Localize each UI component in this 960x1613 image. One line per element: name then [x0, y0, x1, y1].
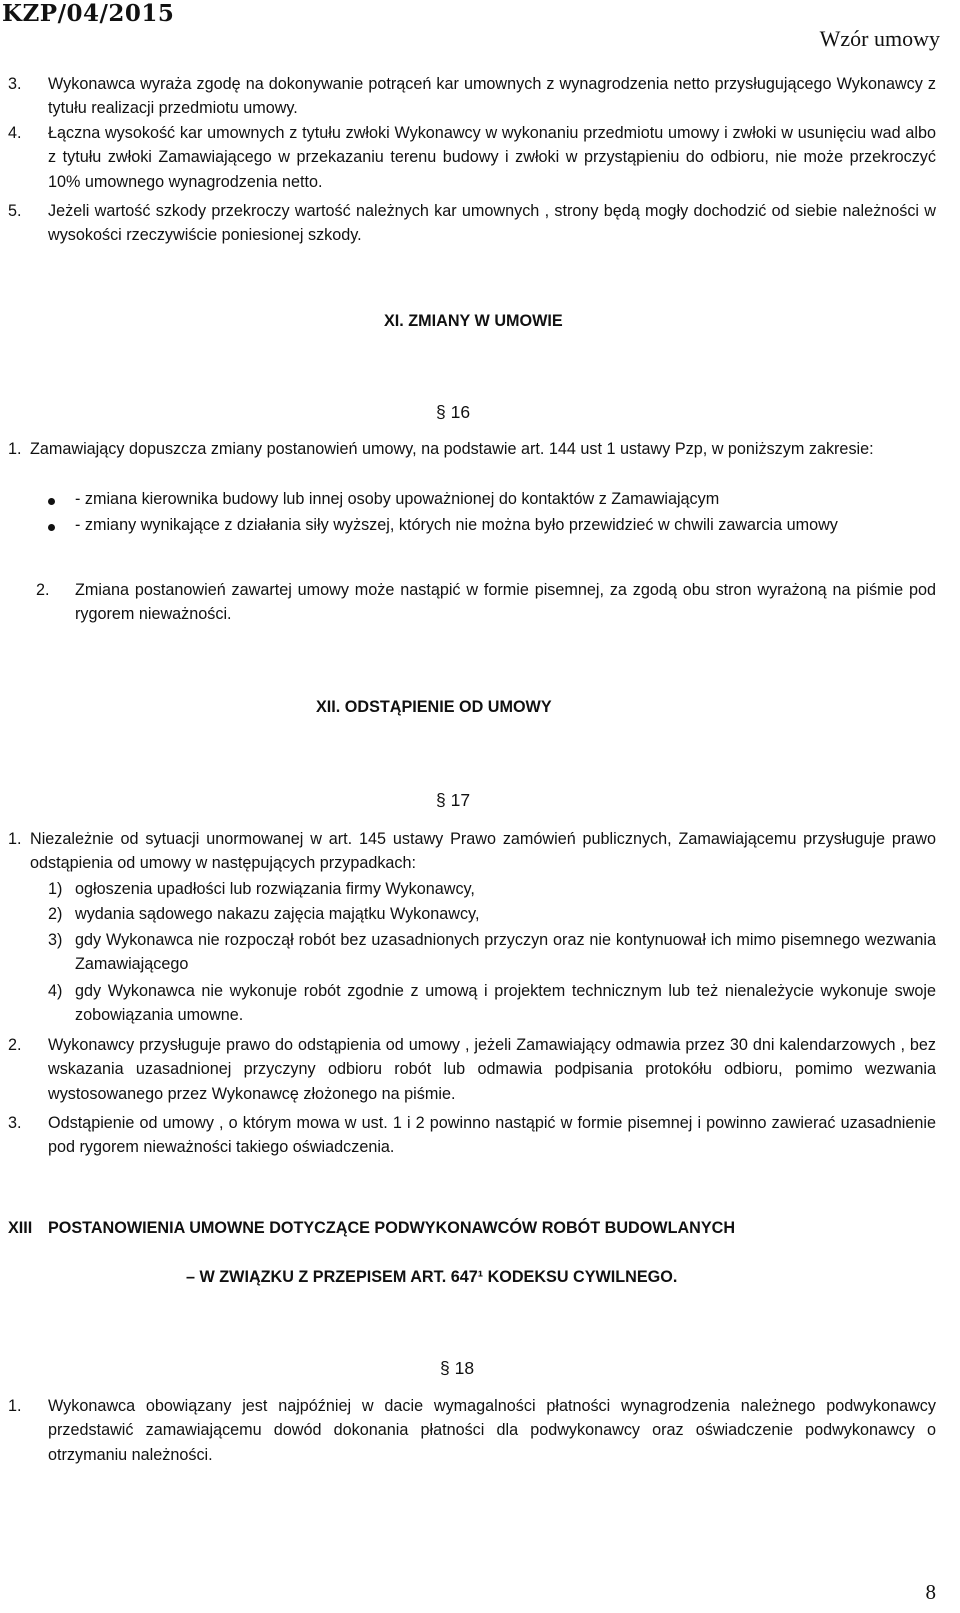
list-item-number: 1) — [48, 880, 63, 898]
clause-text: Wykonawca obowiązany jest najpóźniej w dacie wymagalności płatności wynagrodzenia należnego podwykonawcy przedstawić zamawiającemu dowód dokonania płatności dla podwykonawcy oraz oświadczenie podwykonawcy o otrzymaniu należności. — [48, 1397, 936, 1464]
clause-text: Zmiana postanowień zawartej umowy może nastąpić w formie pisemnej, za zgodą obu stron wyrażoną na piśmie pod rygorem nieważności. — [75, 581, 936, 624]
list-item-text: ogłoszenia upadłości lub rozwiązania firmy Wykonawcy, — [75, 880, 475, 898]
clause-number: 1. — [8, 1397, 22, 1415]
section-heading: XI. ZMIANY W UMOWIE — [384, 312, 563, 330]
list-item-text: gdy Wykonawca nie wykonuje robót zgodnie z umową i projektem technicznym lub też nienależycie wykonuje swoje zobowiązania umowne. — [75, 982, 936, 1025]
document-code: KZP/04/2015 — [2, 0, 175, 27]
clause-number: 5. — [8, 202, 22, 220]
clause-number: 3. — [8, 75, 22, 93]
clause-text: Zamawiający dopuszcza zmiany postanowień umowy, na podstawie art. 144 ust 1 ustawy Pzp, w poniższym zakresie: — [30, 440, 874, 458]
paragraph-symbol: § 17 — [436, 790, 471, 810]
clause-text: Niezależnie od sytuacji unormowanej w art. 145 ustawy Prawo zamówień publicznych, Zamawiającemu przysługuje prawo odstąpienia od umowy w następujących przypadkach: — [30, 830, 936, 873]
bullet-item-text: - zmiana kierownika budowy lub innej osoby upoważnionej do kontaktów z Zamawiającym — [75, 490, 720, 508]
clause-number: 3. — [8, 1114, 22, 1132]
document-type: Wzór umowy — [819, 26, 940, 51]
paragraph-symbol: § 18 — [440, 1358, 475, 1378]
clause-number: 2. — [36, 581, 50, 599]
list-item-text: gdy Wykonawca nie rozpoczął robót bez uzasadnionych przyczyn oraz nie kontynuował ich mimo pisemnego wezwania Zamawiającego — [75, 931, 936, 974]
bullet-icon — [48, 498, 55, 505]
bullet-icon — [48, 524, 55, 531]
clause-text: Łączna wysokość kar umownych z tytułu zwłoki Wykonawcy w wykonaniu przedmiotu umowy i zwłoki w usunięciu wad albo z tytułu zwłoki Zamawiającego w przekazaniu terenu budowy i zwłoki w przystąpieniu do odbioru, nie może przekroczyć 10% umownego wynagrodzenia netto. — [48, 124, 936, 191]
list-item-number: 4) — [48, 982, 63, 1000]
clause-text: Wykonawca wyraża zgodę na dokonywanie potrąceń kar umownych z wynagrodzenia netto przysługującego Wykonawcy z tytułu realizacji przedmiotu umowy. — [48, 75, 936, 118]
bullet-item-text: - zmiany wynikające z działania siły wyższej, których nie można było przewidzieć w chwili zawarcia umowy — [75, 516, 838, 534]
clause-number: 2. — [8, 1036, 22, 1054]
paragraph-symbol: § 16 — [436, 402, 471, 422]
list-item-text: wydania sądowego nakazu zajęcia majątku Wykonawcy, — [75, 905, 480, 923]
section-heading: XII. ODSTĄPIENIE OD UMOWY — [316, 698, 552, 716]
clause-text: Jeżeli wartość szkody przekroczy wartość należnych kar umownych , strony będą mogły dochodzić od siebie należności w wysokości rzeczywiście poniesionej szkody. — [48, 202, 936, 245]
section-heading: POSTANOWIENIA UMOWNE DOTYCZĄCE PODWYKONAWCÓW ROBÓT BUDOWLANYCH — [48, 1219, 736, 1237]
clause-number: 1. — [8, 830, 22, 848]
page-number: 8 — [925, 1580, 936, 1604]
clause-text: Odstąpienie od umowy , o którym mowa w ust. 1 i 2 powinno nastąpić w formie pisemnej i powinno zawierać uzasadnienie pod rygorem nieważności takiego oświadczenia. — [48, 1114, 936, 1157]
clause-number: 1. — [8, 440, 22, 458]
list-item-number: 3) — [48, 931, 63, 949]
section-number: XIII — [8, 1219, 33, 1237]
clause-text: Wykonawcy przysługuje prawo do odstąpienia od umowy , jeżeli Zamawiający odmawia przez 30 dni kalendarzowych , bez wskazania uzasadnionej przyczyny odbioru robót lub odmawia podpisania protokółu odbioru, pomimo wezwania wystosowanego przez Wykonawcę złożonego na piśmie. — [48, 1036, 936, 1103]
list-item-number: 2) — [48, 905, 63, 923]
clause-number: 4. — [8, 124, 22, 142]
section-heading-subtitle: – W ZWIĄZKU Z PRZEPISEM ART. 647¹ KODEKSU CYWILNEGO. — [186, 1268, 678, 1286]
